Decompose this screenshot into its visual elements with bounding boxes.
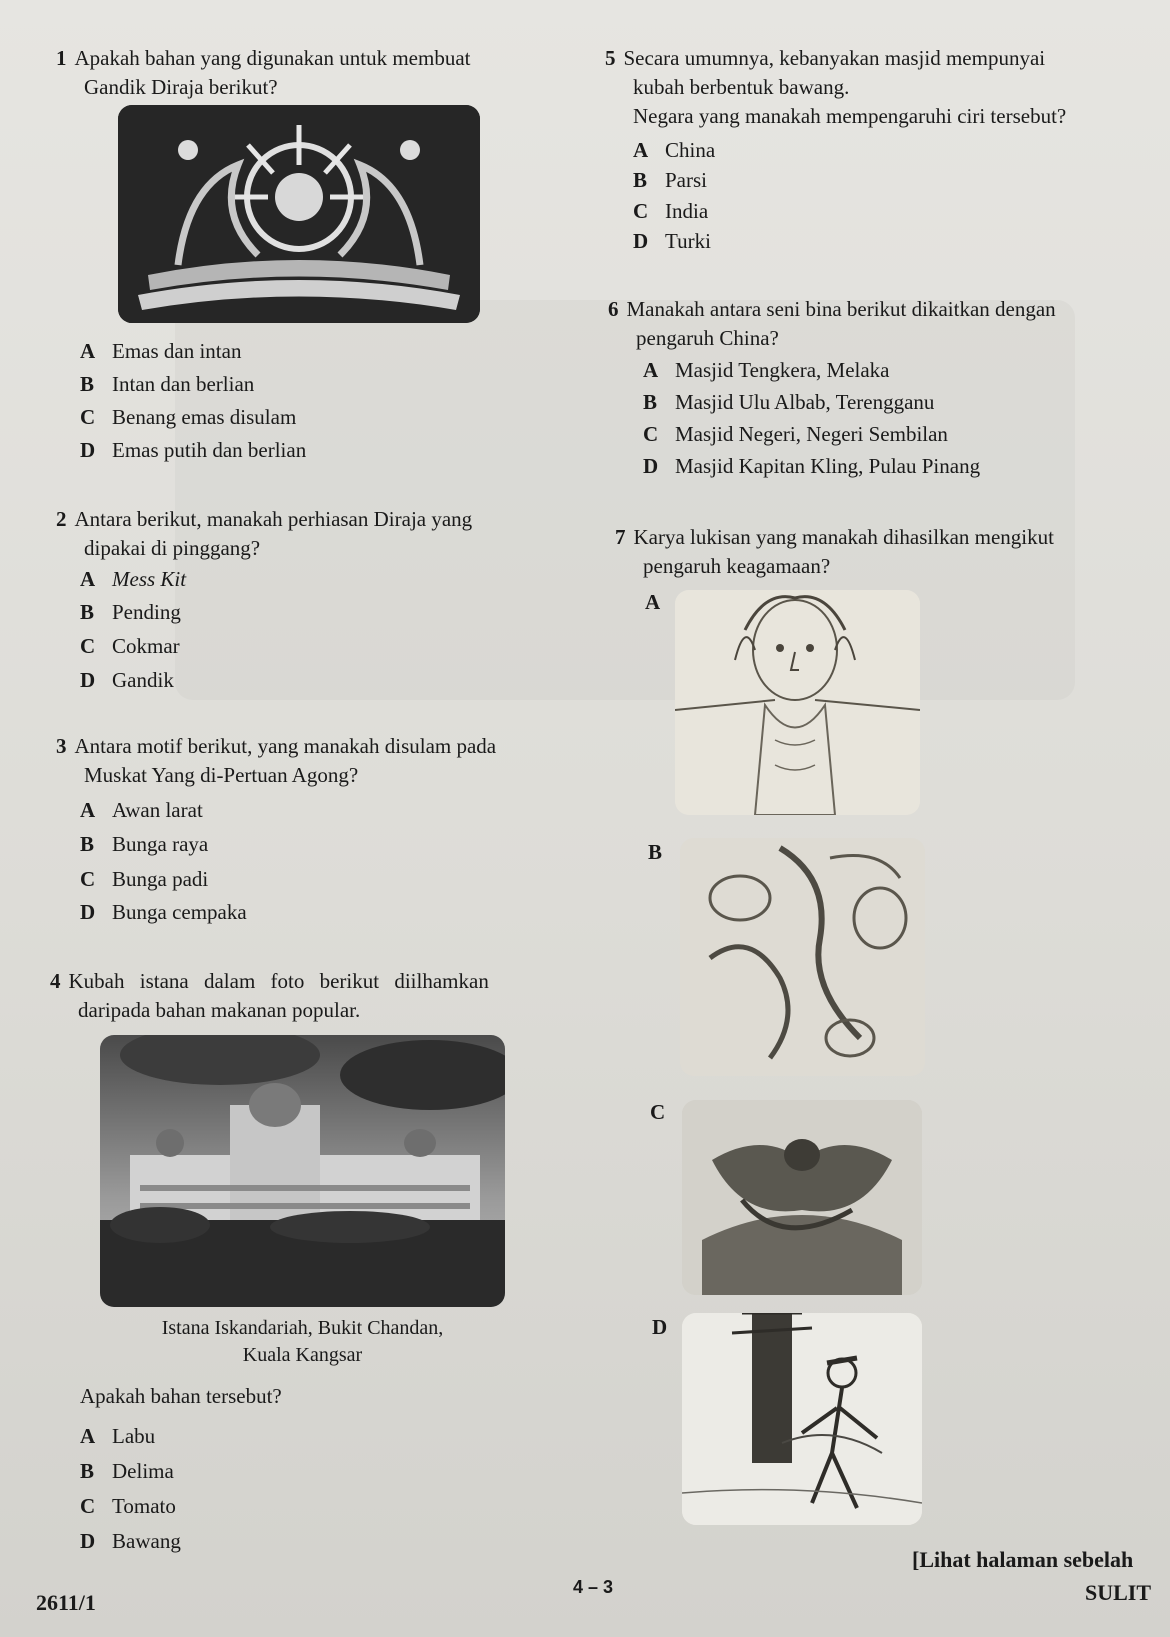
option-text: Awan larat: [112, 798, 203, 822]
option-text: Pending: [112, 600, 181, 624]
option-q4-a[interactable]: [80, 1422, 155, 1450]
question-6: [608, 295, 1056, 353]
option-q3-d[interactable]: [80, 898, 247, 926]
option-letter: C: [643, 422, 659, 446]
option-letter: C: [80, 867, 96, 891]
option-letter: A: [80, 567, 96, 591]
option-text: Benang emas disulam: [112, 405, 297, 429]
option-q6-a[interactable]: [643, 356, 890, 384]
option-q1-a[interactable]: [80, 337, 241, 365]
question-text: daripada bahan makanan popular.: [78, 998, 361, 1022]
option-letter: B: [633, 168, 648, 192]
option-text: Masjid Negeri, Negeri Sembilan: [675, 422, 948, 446]
option-q2-d[interactable]: [80, 666, 174, 694]
question-5: [605, 44, 1045, 102]
option-text: Bunga padi: [112, 867, 209, 891]
option-q3-b[interactable]: [80, 830, 208, 858]
question-3: [56, 732, 496, 790]
option-q5-c[interactable]: [633, 197, 708, 225]
question-text: Gandik Diraja berikut?: [84, 75, 278, 99]
palace-photo: [100, 1035, 505, 1307]
question-text: Karya lukisan yang manakah dihasilkan mengikut: [633, 525, 1054, 549]
paper-code: 2611/1: [36, 1590, 96, 1615]
option-text: Turki: [665, 229, 711, 253]
question-number: 5: [605, 46, 616, 70]
option-letter: A: [80, 1424, 96, 1448]
question-number: 1: [56, 46, 67, 70]
question-text: Antara berikut, manakah perhiasan Diraja yang: [74, 507, 473, 531]
question-4-stem: [80, 1382, 282, 1411]
option-q3-c[interactable]: [80, 865, 208, 893]
option-text: Bunga raya: [112, 832, 209, 856]
option-q1-b[interactable]: [80, 370, 254, 398]
option-letter: D: [633, 229, 649, 253]
question-text: Apakah bahan yang digunakan untuk membuat: [74, 46, 471, 70]
option-q4-c[interactable]: [80, 1492, 176, 1520]
question-number: 7: [615, 525, 626, 549]
question-text: dipakai di pinggang?: [84, 536, 261, 560]
option-letter: D: [643, 454, 659, 478]
question-number: 2: [56, 507, 67, 531]
option-text: Masjid Kapitan Kling, Pulau Pinang: [675, 454, 981, 478]
question-text: Negara yang manakah mempengaruhi ciri tersebut?: [633, 104, 1067, 128]
option-letter: D: [80, 438, 96, 462]
option-text: Bunga cempaka: [112, 900, 247, 924]
option-text: Cokmar: [112, 634, 180, 658]
option-text: Mess Kit: [112, 567, 187, 591]
option-letter: A: [633, 138, 649, 162]
question-4: [50, 967, 489, 1025]
option-letter: A: [643, 358, 659, 382]
question-text: kubah berbentuk bawang.: [633, 75, 850, 99]
option-letter: B: [80, 372, 95, 396]
option-text: Gandik: [112, 668, 174, 692]
question-text: Antara motif berikut, yang manakah disulam pada: [74, 734, 497, 758]
option-q4-d[interactable]: [80, 1527, 181, 1555]
option-q7-b-painting[interactable]: [680, 838, 925, 1076]
option-text: Emas putih dan berlian: [112, 438, 307, 462]
option-text: Parsi: [665, 168, 707, 192]
option-letter: D: [80, 668, 96, 692]
option-q5-a[interactable]: [633, 136, 715, 164]
option-q1-c[interactable]: [80, 403, 296, 431]
question-text: pengaruh keagamaan?: [643, 554, 831, 578]
security-label: SULIT: [1085, 1580, 1152, 1605]
option-text: Labu: [112, 1424, 156, 1448]
option-letter: C: [633, 199, 649, 223]
option-letter: D: [80, 900, 96, 924]
option-text: Masjid Ulu Albab, Terengganu: [675, 390, 935, 414]
option-q6-b[interactable]: [643, 388, 934, 416]
question-text: pengaruh China?: [636, 326, 779, 350]
question-text: Kubah istana dalam foto berikut diilhamkan: [68, 969, 489, 993]
question-text: Secara umumnya, kebanyakan masjid mempunyai: [623, 46, 1046, 70]
option-q6-d[interactable]: [643, 452, 980, 480]
option-q2-b[interactable]: [80, 598, 181, 626]
option-q2-c[interactable]: [80, 632, 180, 660]
question-text: Muskat Yang di-Pertuan Agong?: [84, 763, 359, 787]
photo-caption: [100, 1317, 505, 1367]
option-letter: B: [80, 832, 95, 856]
option-q3-a[interactable]: [80, 796, 203, 824]
option-letter: B: [80, 600, 95, 624]
option-q7-d-painting[interactable]: [682, 1313, 922, 1525]
watermark: [175, 300, 1075, 700]
option-text: India: [665, 199, 709, 223]
option-letter: A: [80, 339, 96, 363]
caption-line: Istana Iskandariah, Bukit Chandan,: [161, 1317, 444, 1339]
question-text: Manakah antara seni bina berikut dikaitkan dengan: [626, 297, 1056, 321]
question-number: 6: [608, 297, 619, 321]
question-7: [615, 523, 1054, 581]
option-q5-b[interactable]: [633, 166, 707, 194]
option-text: Intan dan berlian: [112, 372, 255, 396]
option-letter: C: [80, 634, 96, 658]
option-text: Delima: [112, 1459, 174, 1483]
option-q7-a-painting[interactable]: [675, 590, 920, 815]
option-letter: B: [80, 1459, 95, 1483]
option-text: Tomato: [112, 1494, 176, 1518]
option-letter: C: [80, 405, 96, 429]
question-text: Apakah bahan tersebut?: [80, 1384, 282, 1408]
option-q2-a[interactable]: [80, 565, 186, 593]
page-number: 4 – 3: [573, 1577, 614, 1597]
option-letter: D: [80, 1529, 96, 1553]
option-letter: C: [80, 1494, 96, 1518]
caption-line: Kuala Kangsar: [242, 1344, 363, 1366]
picture-a-label: A: [645, 590, 661, 614]
picture-d-label: D: [652, 1315, 668, 1339]
option-text: Masjid Tengkera, Melaka: [675, 358, 890, 382]
picture-b-label: B: [648, 840, 663, 864]
option-text: Bawang: [112, 1529, 181, 1553]
option-text: Emas dan intan: [112, 339, 242, 363]
option-q7-c-painting[interactable]: [682, 1100, 922, 1295]
question-number: 4: [50, 969, 61, 993]
picture-c-label: C: [650, 1100, 666, 1124]
option-text: China: [665, 138, 716, 162]
next-page-note: [Lihat halaman sebelah: [912, 1547, 1134, 1572]
question-5-stem: [633, 102, 1066, 131]
option-q4-b[interactable]: [80, 1457, 174, 1485]
option-letter: A: [80, 798, 96, 822]
option-q1-d[interactable]: [80, 436, 306, 464]
question-number: 3: [56, 734, 67, 758]
question-2: [56, 505, 472, 563]
option-letter: B: [643, 390, 658, 414]
royal-tiara-photo: [118, 105, 480, 323]
option-q6-c[interactable]: [643, 420, 948, 448]
option-q5-d[interactable]: [633, 227, 711, 255]
question-1: [56, 44, 470, 102]
